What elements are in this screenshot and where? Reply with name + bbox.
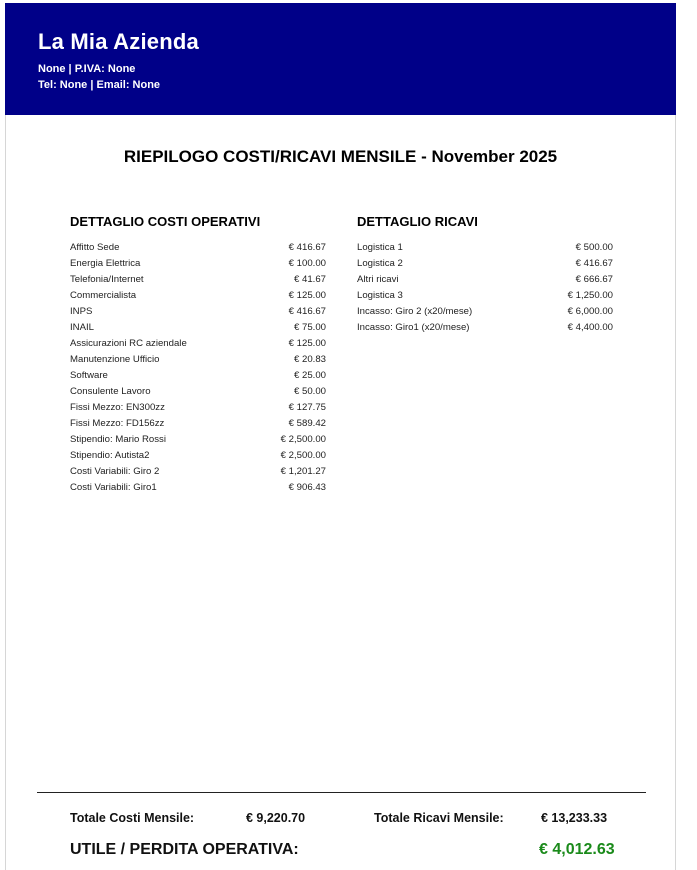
- revenue-item-amount: € 6,000.00: [567, 306, 613, 317]
- cost-item-label: Costi Variabili: Giro 2: [70, 466, 160, 477]
- costs-list: [70, 240, 326, 496]
- revenue-item-label: Logistica 3: [357, 290, 403, 301]
- revenues-list: [357, 240, 613, 336]
- cost-item-row: [70, 432, 326, 448]
- cost-item-amount: € 2,500.00: [280, 434, 326, 445]
- cost-item-row: [70, 368, 326, 384]
- revenue-item-amount: € 1,250.00: [567, 290, 613, 301]
- cost-item-amount: € 416.67: [288, 242, 326, 253]
- cost-item-label: Stipendio: Mario Rossi: [70, 434, 166, 445]
- cost-item-amount: € 589.42: [288, 418, 326, 429]
- cost-item-row: [70, 416, 326, 432]
- operating-result-label: UTILE / PERDITA OPERATIVA:: [70, 841, 299, 858]
- cost-item-row: [70, 480, 326, 496]
- cost-item-amount: € 75.00: [293, 322, 326, 333]
- cost-item-amount: € 25.00: [293, 370, 326, 381]
- revenue-item-row: [357, 320, 613, 336]
- operating-result-value: € 4,012.63: [539, 841, 615, 858]
- revenue-item-amount: € 4,400.00: [567, 322, 613, 333]
- cost-item-label: Fissi Mezzo: FD156zz: [70, 418, 165, 429]
- costs-section-title: DETTAGLIO COSTI OPERATIVI: [70, 214, 261, 229]
- cost-item-label: Assicurazioni RC aziendale: [70, 338, 187, 349]
- cost-item-label: Energia Elettrica: [70, 258, 141, 269]
- total-revenues-value: € 13,233.33: [541, 811, 608, 825]
- revenue-item-label: Incasso: Giro 2 (x20/mese): [357, 306, 473, 317]
- cost-item-row: [70, 240, 326, 256]
- cost-item-amount: € 20.83: [293, 354, 326, 365]
- cost-item-amount: € 906.43: [288, 482, 326, 493]
- revenue-item-label: Logistica 2: [357, 258, 403, 269]
- cost-item-amount: € 127.75: [288, 402, 326, 413]
- cost-item-label: Stipendio: Autista2: [70, 450, 150, 461]
- company-vat-line: None | P.IVA: None: [38, 63, 136, 75]
- revenue-item-amount: € 500.00: [575, 242, 613, 253]
- cost-item-label: Telefonia/Internet: [70, 274, 144, 285]
- revenue-item-label: Altri ricavi: [357, 274, 399, 285]
- cost-item-amount: € 125.00: [288, 338, 326, 349]
- cost-item-label: Software: [70, 370, 108, 381]
- cost-item-label: Costi Variabili: Giro1: [70, 482, 157, 493]
- revenue-item-row: [357, 304, 613, 320]
- revenue-item-row: [357, 288, 613, 304]
- cost-item-amount: € 50.00: [293, 386, 326, 397]
- total-costs-value: € 9,220.70: [246, 811, 306, 825]
- cost-item-row: [70, 336, 326, 352]
- cost-item-row: [70, 304, 326, 320]
- cost-item-row: [70, 320, 326, 336]
- report-title: RIEPILOGO COSTI/RICAVI MENSILE - November 2025: [123, 147, 558, 166]
- total-costs-label: Totale Costi Mensile:: [70, 811, 195, 825]
- cost-item-row: [70, 288, 326, 304]
- cost-item-amount: € 1,201.27: [280, 466, 326, 477]
- cost-item-amount: € 125.00: [288, 290, 326, 301]
- cost-item-row: [70, 464, 326, 480]
- cost-item-label: Fissi Mezzo: EN300zz: [70, 402, 165, 413]
- revenue-item-row: [357, 240, 613, 256]
- cost-item-amount: € 100.00: [288, 258, 326, 269]
- revenue-item-row: [357, 272, 613, 288]
- company-contact-line: Tel: None | Email: None: [38, 79, 161, 91]
- company-header: [5, 3, 676, 115]
- revenue-item-row: [357, 256, 613, 272]
- revenue-item-label: Incasso: Giro1 (x20/mese): [357, 322, 470, 333]
- cost-item-row: [70, 256, 326, 272]
- cost-item-label: Commercialista: [70, 290, 137, 301]
- totals-divider: [37, 792, 646, 793]
- cost-item-label: INAIL: [70, 322, 94, 333]
- cost-item-label: Affitto Sede: [70, 242, 120, 253]
- cost-item-amount: € 416.67: [288, 306, 326, 317]
- cost-item-row: [70, 400, 326, 416]
- cost-item-row: [70, 352, 326, 368]
- cost-item-row: [70, 272, 326, 288]
- cost-item-label: Manutenzione Ufficio: [70, 354, 160, 365]
- cost-item-amount: € 41.67: [293, 274, 326, 285]
- revenue-item-amount: € 666.67: [575, 274, 613, 285]
- revenue-item-label: Logistica 1: [357, 242, 403, 253]
- company-name: La Mia Azienda: [38, 29, 199, 54]
- cost-item-row: [70, 384, 326, 400]
- total-revenues-label: Totale Ricavi Mensile:: [374, 811, 504, 825]
- revenue-item-amount: € 416.67: [575, 258, 613, 269]
- cost-item-label: Consulente Lavoro: [70, 386, 151, 397]
- cost-item-label: INPS: [70, 306, 93, 317]
- cost-item-amount: € 2,500.00: [280, 450, 326, 461]
- cost-item-row: [70, 448, 326, 464]
- revenues-section-title: DETTAGLIO RICAVI: [357, 214, 478, 229]
